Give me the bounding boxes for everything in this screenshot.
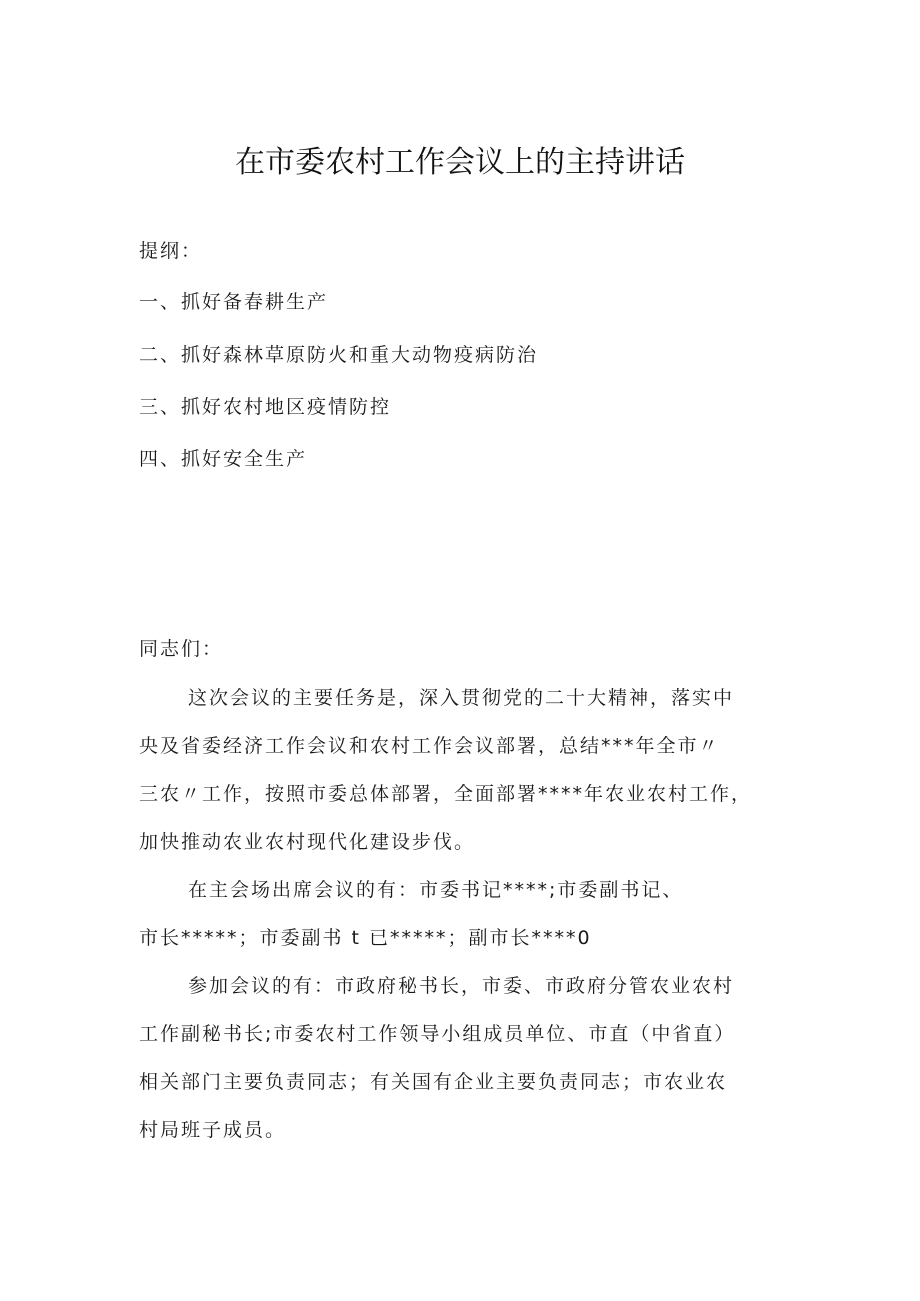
body-line: 加快推动农业农村现代化建设步伐。 — [139, 831, 476, 853]
body-line: 三农〃工作，按照市委总体部署，全面部署****年农业农村工作， — [139, 783, 753, 805]
body-line: 市长*****；市委副书 t 已*****；副市长****0 — [139, 927, 592, 949]
outline-item-1: 一、抓好备春耕生产 — [139, 291, 329, 313]
outline-item-4: 四、抓好安全生产 — [139, 448, 308, 470]
outline-item-2: 二、抓好森林草原防火和重大动物疫病防治 — [139, 344, 539, 366]
body-line: 工作副秘书长;市委农村工作领导小组成员单位、市直（中省直） — [139, 1023, 736, 1045]
salutation: 同志们： — [139, 638, 224, 660]
document-title: 在市委农村工作会议上的主持讲话 — [235, 145, 685, 180]
body-line: 村局班子成员。 — [139, 1119, 287, 1141]
outline-item-3: 三、抓好农村地区疫情防控 — [139, 396, 392, 418]
body-line: 相关部门主要负责同志；有关国有企业主要负责同志；市农业农 — [139, 1071, 728, 1093]
body-line: 参加会议的有：市政府秘书长，市委、市政府分管农业农村 — [188, 975, 735, 997]
body-line: 在主会场出席会议的有：市委书记****;市委副书记、 — [188, 879, 684, 901]
outline-heading: 提纲： — [139, 240, 203, 262]
body-line: 这次会议的主要任务是，深入贯彻党的二十大精神，落实中 — [188, 687, 735, 709]
body-line: 央及省委经济工作会议和农村工作会议部署，总结***年全市〃 — [139, 735, 720, 757]
